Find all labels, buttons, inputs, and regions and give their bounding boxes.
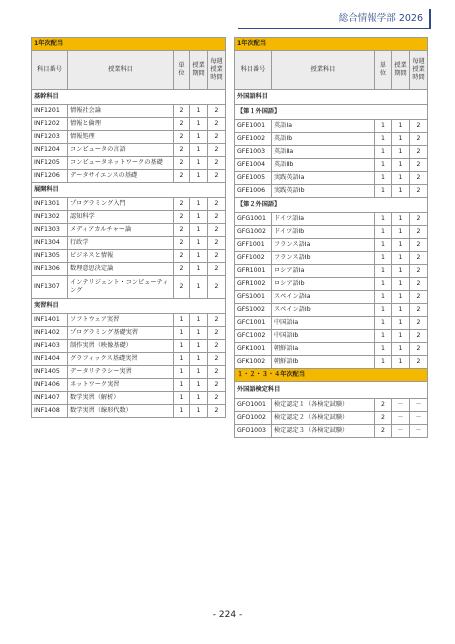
course-units: 2 (174, 131, 190, 144)
table-row (32, 340, 226, 353)
course-units: 2 (375, 399, 392, 412)
course-period: 1 (392, 304, 410, 317)
course-code: INF1406 (32, 379, 68, 392)
course-hours: 2 (410, 133, 428, 146)
section-title: 実習科目 (32, 299, 226, 314)
course-units: 1 (375, 317, 392, 330)
course-period: － (392, 399, 410, 412)
course-name: 情報と倫理 (68, 118, 174, 131)
course-period: 1 (190, 366, 208, 379)
table-row (32, 405, 226, 418)
course-name: データリテラシー実習 (68, 366, 174, 379)
course-hours: 2 (410, 356, 428, 369)
course-period: 1 (392, 146, 410, 159)
year-label: 1年次配当 (32, 38, 226, 51)
course-period: 1 (190, 105, 208, 118)
table-row (235, 172, 428, 185)
section-title: 基幹科目 (32, 90, 226, 105)
course-units: 2 (174, 198, 190, 211)
col-hours: 毎週授業時間 (208, 51, 226, 90)
course-hours: 2 (410, 172, 428, 185)
course-code: GFS1001 (235, 291, 272, 304)
course-period: 1 (190, 405, 208, 418)
course-units: 1 (375, 239, 392, 252)
course-units: 1 (174, 340, 190, 353)
course-name: 情報社会論 (68, 105, 174, 118)
course-units: 1 (174, 353, 190, 366)
course-hours: 2 (410, 213, 428, 226)
course-name: 検定認定１（各検定試験） (272, 399, 375, 412)
col-code: 科目番号 (235, 51, 272, 90)
course-units: 1 (375, 133, 392, 146)
course-name: 数学実習（線形代数） (68, 405, 174, 418)
course-name: 英語Ⅱb (272, 159, 375, 172)
course-period: 1 (190, 379, 208, 392)
course-period: 1 (190, 353, 208, 366)
course-hours: 2 (410, 120, 428, 133)
course-units: 1 (375, 213, 392, 226)
course-name: ロシア語Ⅰb (272, 278, 375, 291)
subsection-title: 【第１外国語】 (235, 105, 428, 120)
course-name: 英語Ⅱa (272, 146, 375, 159)
course-code: GFG1001 (235, 213, 272, 226)
col-period: 授業期間 (190, 51, 208, 90)
course-hours: 2 (208, 314, 226, 327)
course-units: 2 (375, 412, 392, 425)
course-units: 1 (375, 120, 392, 133)
course-code: GFO1002 (235, 412, 272, 425)
course-units: 2 (174, 237, 190, 250)
course-name: 中国語Ⅰb (272, 330, 375, 343)
course-name: プログラミング入門 (68, 198, 174, 211)
course-hours: 2 (208, 105, 226, 118)
course-hours: － (410, 425, 428, 438)
table-row (32, 105, 226, 118)
course-period: 1 (190, 314, 208, 327)
course-period: 1 (190, 263, 208, 276)
table-row (32, 224, 226, 237)
course-code: INF1408 (32, 405, 68, 418)
course-code: GFR1001 (235, 265, 272, 278)
page-number: - 224 - (212, 610, 243, 620)
course-units: 1 (375, 172, 392, 185)
table-row (235, 278, 428, 291)
course-name: 実践英語Ⅰa (272, 172, 375, 185)
course-name: メディアカルチャー論 (68, 224, 174, 237)
course-hours: 2 (208, 237, 226, 250)
course-code: INF1204 (32, 144, 68, 157)
course-hours: 2 (208, 198, 226, 211)
course-name: フランス語Ⅰb (272, 252, 375, 265)
year-label-row (235, 38, 428, 51)
course-period: 1 (190, 198, 208, 211)
course-name: 朝鮮語Ⅰb (272, 356, 375, 369)
course-name: グラフィックス基礎実習 (68, 353, 174, 366)
course-name: データサイエンスの基礎 (68, 170, 174, 183)
course-units: 1 (174, 366, 190, 379)
course-period: 1 (190, 170, 208, 183)
course-code: GFS1002 (235, 304, 272, 317)
table-row (235, 185, 428, 198)
course-period: 1 (392, 265, 410, 278)
section-title-row (235, 90, 428, 105)
course-code: GFF1001 (235, 239, 272, 252)
course-hours: 2 (410, 252, 428, 265)
course-code: GFK1002 (235, 356, 272, 369)
course-units: 1 (375, 252, 392, 265)
course-period: 1 (392, 185, 410, 198)
course-units: 1 (375, 330, 392, 343)
course-units: 2 (174, 276, 190, 299)
table-row (32, 198, 226, 211)
subsection-title-row (235, 105, 428, 120)
section-title-row-2 (235, 382, 428, 399)
course-name: コンピュータネットワークの基礎 (68, 157, 174, 170)
course-hours: 2 (208, 224, 226, 237)
course-units: 1 (375, 304, 392, 317)
course-period: 1 (392, 330, 410, 343)
course-code: INF1404 (32, 353, 68, 366)
course-units: 1 (174, 405, 190, 418)
course-period: 1 (190, 237, 208, 250)
table-row (235, 133, 428, 146)
course-period: 1 (392, 343, 410, 356)
course-code: GFE1001 (235, 120, 272, 133)
col-unit: 単位 (174, 51, 190, 90)
course-units: 2 (375, 425, 392, 438)
course-period: － (392, 425, 410, 438)
course-hours: 2 (208, 379, 226, 392)
course-code: GFE1004 (235, 159, 272, 172)
course-hours: 2 (410, 226, 428, 239)
course-period: 1 (190, 250, 208, 263)
course-units: 2 (174, 118, 190, 131)
course-hours: 2 (208, 276, 226, 299)
course-units: 1 (375, 265, 392, 278)
header-bar (429, 9, 431, 29)
course-name: 英語Ⅰb (272, 133, 375, 146)
table-row (235, 330, 428, 343)
table-row (235, 252, 428, 265)
course-period: 1 (392, 356, 410, 369)
course-code: GFC1002 (235, 330, 272, 343)
course-hours: 2 (410, 330, 428, 343)
table-row (235, 304, 428, 317)
subsection-title: 【第２外国語】 (235, 198, 428, 213)
table-row (32, 250, 226, 263)
course-period: 1 (392, 120, 410, 133)
course-name: 検定認定２（各検定試験） (272, 412, 375, 425)
course-units: 1 (375, 343, 392, 356)
course-hours: 2 (208, 340, 226, 353)
table-row (32, 237, 226, 250)
course-code: GFO1001 (235, 399, 272, 412)
course-period: 1 (392, 159, 410, 172)
col-code: 科目番号 (32, 51, 68, 90)
course-period: 1 (392, 239, 410, 252)
course-name: ネットワーク実習 (68, 379, 174, 392)
course-code: INF1307 (32, 276, 68, 299)
course-units: 2 (174, 144, 190, 157)
course-units: 1 (375, 185, 392, 198)
course-units: 1 (375, 226, 392, 239)
course-period: 1 (190, 131, 208, 144)
course-name: ソフトウェア実習 (68, 314, 174, 327)
course-name: 行政学 (68, 237, 174, 250)
course-units: 2 (174, 170, 190, 183)
course-hours: 2 (208, 405, 226, 418)
course-name: 数理意思決定論 (68, 263, 174, 276)
course-units: 2 (174, 224, 190, 237)
course-name: ロシア語Ⅰa (272, 265, 375, 278)
course-name: 情報処理 (68, 131, 174, 144)
col-hours: 毎週授業時間 (410, 51, 428, 90)
table-row (235, 317, 428, 330)
course-name: ビジネスと情報 (68, 250, 174, 263)
course-period: 1 (190, 392, 208, 405)
course-code: INF1202 (32, 118, 68, 131)
course-hours: 2 (208, 250, 226, 263)
table-row (32, 379, 226, 392)
course-code: INF1304 (32, 237, 68, 250)
left-course-table (31, 37, 226, 418)
section-title-2: 外国語検定科目 (235, 382, 428, 399)
table-row (235, 239, 428, 252)
course-code: INF1407 (32, 392, 68, 405)
course-code: INF1401 (32, 314, 68, 327)
year-label-row-2 (235, 369, 428, 382)
table-row (32, 157, 226, 170)
table-row (32, 131, 226, 144)
subsection-title-row (235, 198, 428, 213)
course-name: 数学実習（解析） (68, 392, 174, 405)
course-hours: 2 (208, 170, 226, 183)
course-hours: 2 (208, 118, 226, 131)
course-code: INF1306 (32, 263, 68, 276)
course-hours: 2 (208, 144, 226, 157)
table-row (235, 425, 428, 438)
section-title-row (32, 183, 226, 198)
course-period: 1 (190, 327, 208, 340)
course-code: GFE1006 (235, 185, 272, 198)
course-units: 1 (375, 146, 392, 159)
course-code: GFC1001 (235, 317, 272, 330)
course-name: フランス語Ⅰa (272, 239, 375, 252)
course-hours: 2 (410, 239, 428, 252)
course-period: 1 (190, 224, 208, 237)
year-label: 1年次配当 (235, 38, 428, 51)
right-course-table (234, 37, 428, 438)
course-name: プログラミング基礎実習 (68, 327, 174, 340)
course-hours: － (410, 412, 428, 425)
course-period: 1 (392, 317, 410, 330)
course-code: INF1303 (32, 224, 68, 237)
course-period: 1 (392, 172, 410, 185)
course-hours: 2 (410, 343, 428, 356)
course-period: 1 (392, 252, 410, 265)
course-period: 1 (190, 340, 208, 353)
header-title: 総合情報学部 2026 (338, 13, 423, 24)
col-name: 授業科目 (272, 51, 375, 90)
course-code: INF1301 (32, 198, 68, 211)
course-name: ドイツ語Ⅰb (272, 226, 375, 239)
course-name: 制作実習（映像基礎） (68, 340, 174, 353)
col-period: 授業期間 (392, 51, 410, 90)
course-hours: 2 (208, 211, 226, 224)
course-units: 2 (174, 157, 190, 170)
table-row (32, 276, 226, 299)
col-name: 授業科目 (68, 51, 174, 90)
course-code: INF1402 (32, 327, 68, 340)
course-hours: 2 (208, 327, 226, 340)
course-period: 1 (392, 226, 410, 239)
course-period: 1 (392, 133, 410, 146)
table-row (235, 226, 428, 239)
table-row (235, 120, 428, 133)
course-code: GFK1001 (235, 343, 272, 356)
table-row (32, 263, 226, 276)
course-code: GFE1005 (235, 172, 272, 185)
course-hours: 2 (410, 317, 428, 330)
course-period: 1 (392, 291, 410, 304)
table-row (32, 118, 226, 131)
course-code: INF1302 (32, 211, 68, 224)
course-code: INF1405 (32, 366, 68, 379)
course-code: GFE1002 (235, 133, 272, 146)
course-units: 1 (174, 392, 190, 405)
course-name: 検定認定３（各検定試験） (272, 425, 375, 438)
course-period: 1 (190, 211, 208, 224)
table-row (235, 159, 428, 172)
table-row (235, 291, 428, 304)
course-code: INF1403 (32, 340, 68, 353)
course-period: 1 (392, 278, 410, 291)
course-units: 1 (174, 314, 190, 327)
course-hours: 2 (410, 265, 428, 278)
course-hours: 2 (208, 131, 226, 144)
course-units: 1 (375, 291, 392, 304)
course-code: GFR1002 (235, 278, 272, 291)
table-row (32, 366, 226, 379)
course-name: スペイン語Ⅰb (272, 304, 375, 317)
year-label-row (32, 38, 226, 51)
course-hours: 2 (208, 157, 226, 170)
table-row (32, 314, 226, 327)
course-units: 2 (174, 263, 190, 276)
course-name: 英語Ⅰa (272, 120, 375, 133)
header-rule (238, 28, 430, 29)
course-hours: 2 (410, 291, 428, 304)
course-name: 中国語Ⅰa (272, 317, 375, 330)
course-period: 1 (190, 276, 208, 299)
table-row (235, 265, 428, 278)
course-code: INF1201 (32, 105, 68, 118)
course-name: インテリジェント・コンピューティング (68, 276, 174, 299)
section-title-row (32, 90, 226, 105)
table-row (235, 356, 428, 369)
table-row (32, 170, 226, 183)
course-units: 1 (375, 356, 392, 369)
course-code: INF1305 (32, 250, 68, 263)
course-period: 1 (190, 118, 208, 131)
course-hours: 2 (410, 159, 428, 172)
table-row (32, 211, 226, 224)
table-row (235, 146, 428, 159)
course-units: 1 (375, 278, 392, 291)
section-title: 展開科目 (32, 183, 226, 198)
course-hours: 2 (208, 353, 226, 366)
course-name: スペイン語Ⅰa (272, 291, 375, 304)
table-row (235, 213, 428, 226)
course-hours: 2 (208, 366, 226, 379)
course-hours: 2 (410, 304, 428, 317)
course-code: GFE1003 (235, 146, 272, 159)
table-row (32, 144, 226, 157)
course-code: GFF1002 (235, 252, 272, 265)
course-hours: 2 (410, 278, 428, 291)
course-period: － (392, 412, 410, 425)
table-row (235, 343, 428, 356)
course-code: INF1206 (32, 170, 68, 183)
section-title-row (32, 299, 226, 314)
course-name: ドイツ語Ⅰa (272, 213, 375, 226)
column-header-row (235, 51, 428, 90)
course-units: 1 (174, 379, 190, 392)
table-row (235, 412, 428, 425)
course-hours: 2 (410, 185, 428, 198)
course-code: GFO1003 (235, 425, 272, 438)
table-row (32, 327, 226, 340)
course-period: 1 (190, 144, 208, 157)
course-code: INF1203 (32, 131, 68, 144)
course-code: GFG1002 (235, 226, 272, 239)
course-units: 2 (174, 211, 190, 224)
column-header-row (32, 51, 226, 90)
course-hours: － (410, 399, 428, 412)
course-period: 1 (392, 213, 410, 226)
course-name: コンピュータの言語 (68, 144, 174, 157)
course-units: 1 (174, 327, 190, 340)
course-units: 1 (375, 159, 392, 172)
course-hours: 2 (410, 146, 428, 159)
course-name: 実践英語Ⅰb (272, 185, 375, 198)
course-hours: 2 (208, 392, 226, 405)
course-period: 1 (190, 157, 208, 170)
year-label-2: １・２・３・４年次配当 (235, 369, 428, 382)
course-name: 認知科学 (68, 211, 174, 224)
course-hours: 2 (208, 263, 226, 276)
table-row (32, 392, 226, 405)
section-title: 外国語科目 (235, 90, 428, 105)
course-units: 2 (174, 105, 190, 118)
table-row (32, 353, 226, 366)
course-units: 2 (174, 250, 190, 263)
col-unit: 単位 (375, 51, 392, 90)
course-code: INF1205 (32, 157, 68, 170)
course-name: 朝鮮語Ⅰa (272, 343, 375, 356)
table-row (235, 399, 428, 412)
